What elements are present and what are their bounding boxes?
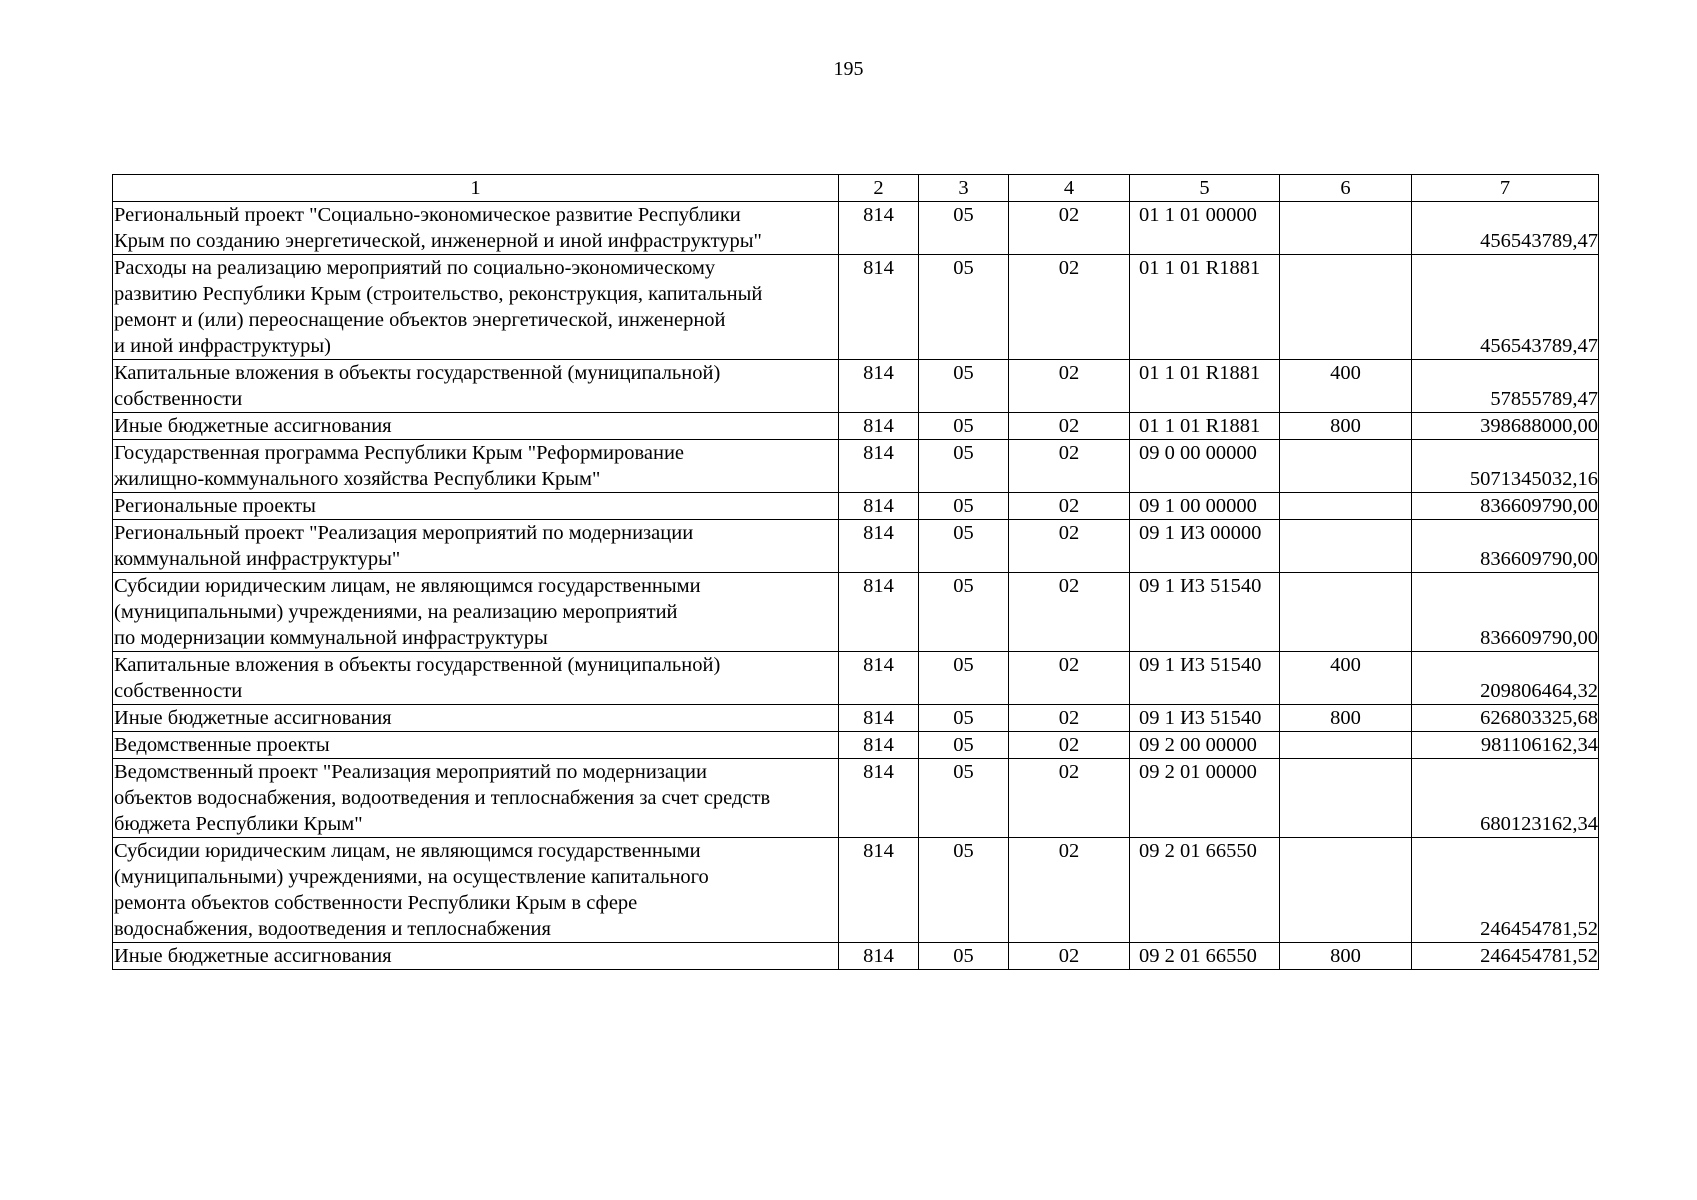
amount-cell: 246454781,52 [1412,838,1599,943]
section-cell: 05 [919,759,1009,838]
amount-cell: 246454781,52 [1412,943,1599,970]
grbs-cell: 814 [839,943,919,970]
item-name-line: водоснабжения, водоотведения и теплоснабжения [114,918,551,940]
subsection-cell: 02 [1009,413,1130,440]
column-header-1: 1 [113,175,839,202]
expense-type-cell: 800 [1280,413,1412,440]
item-name-line: коммунальной инфраструктуры" [114,548,401,570]
item-name-cell [113,573,839,652]
expense-type-cell [1280,202,1412,255]
amount-cell: 680123162,34 [1412,759,1599,838]
grbs-cell: 814 [839,759,919,838]
target-article-cell: 09 2 00 00000 [1130,732,1280,759]
section-cell: 05 [919,652,1009,705]
target-article-cell: 01 1 01 R1881 [1130,360,1280,413]
budget-table [112,174,1599,970]
item-name-line: Ведомственные проекты [114,734,330,756]
item-name-line: Региональные проекты [114,495,316,517]
item-name-cell [113,732,839,759]
section-cell: 05 [919,573,1009,652]
subsection-cell: 02 [1009,705,1130,732]
item-name-line: Ведомственный проект "Реализация мероприятий по модернизации [114,761,707,783]
section-cell: 05 [919,943,1009,970]
item-name-line: Субсидии юридическим лицам, не являющимся государственными [114,575,701,597]
expense-type-cell: 800 [1280,943,1412,970]
subsection-cell: 02 [1009,202,1130,255]
section-cell: 05 [919,360,1009,413]
item-name-cell [113,413,839,440]
expense-type-cell [1280,573,1412,652]
grbs-cell: 814 [839,255,919,360]
target-article-cell: 09 1 00 00000 [1130,493,1280,520]
target-article-cell: 09 2 01 66550 [1130,943,1280,970]
item-name-cell [113,705,839,732]
table-row [113,360,1599,413]
section-cell: 05 [919,838,1009,943]
item-name-cell [113,759,839,838]
grbs-cell: 814 [839,573,919,652]
amount-cell: 836609790,00 [1412,493,1599,520]
table-row [113,520,1599,573]
table-row [113,255,1599,360]
subsection-cell: 02 [1009,440,1130,493]
expense-type-cell [1280,838,1412,943]
subsection-cell: 02 [1009,520,1130,573]
item-name-line: Крым по созданию энергетической, инженерной и иной инфраструктуры" [114,230,762,252]
expense-type-cell: 400 [1280,652,1412,705]
column-header-6: 6 [1280,175,1412,202]
item-name-line: (муниципальными) учреждениями, на реализацию мероприятий [114,601,678,623]
target-article-cell: 09 0 00 00000 [1130,440,1280,493]
subsection-cell: 02 [1009,732,1130,759]
section-cell: 05 [919,493,1009,520]
item-name-line: Иные бюджетные ассигнования [114,415,392,437]
column-header-4: 4 [1009,175,1130,202]
target-article-cell: 01 1 01 R1881 [1130,413,1280,440]
table-header-row [113,175,1599,202]
grbs-cell: 814 [839,440,919,493]
amount-cell: 836609790,00 [1412,520,1599,573]
column-header-2: 2 [839,175,919,202]
target-article-cell: 09 1 И3 51540 [1130,705,1280,732]
item-name-line: Иные бюджетные ассигнования [114,707,392,729]
item-name-cell [113,652,839,705]
item-name-line: Региональный проект "Реализация мероприятий по модернизации [114,522,694,544]
item-name-cell [113,838,839,943]
amount-cell: 456543789,47 [1412,255,1599,360]
section-cell: 05 [919,413,1009,440]
item-name-cell [113,943,839,970]
target-article-cell: 09 1 И3 00000 [1130,520,1280,573]
subsection-cell: 02 [1009,493,1130,520]
column-header-5: 5 [1130,175,1280,202]
item-name-line: развитию Республики Крым (строительство, реконструкция, капитальный [114,283,763,305]
grbs-cell: 814 [839,520,919,573]
item-name-line: Субсидии юридическим лицам, не являющимся государственными [114,840,701,862]
item-name-line: и иной инфраструктуры) [114,335,331,357]
target-article-cell: 09 2 01 00000 [1130,759,1280,838]
amount-cell: 981106162,34 [1412,732,1599,759]
section-cell: 05 [919,255,1009,360]
target-article-cell: 01 1 01 00000 [1130,202,1280,255]
target-article-cell: 01 1 01 R1881 [1130,255,1280,360]
expense-type-cell [1280,493,1412,520]
amount-cell: 57855789,47 [1412,360,1599,413]
item-name-line: ремонта объектов собственности Республики Крым в сфере [114,892,638,914]
expense-type-cell [1280,440,1412,493]
subsection-cell: 02 [1009,943,1130,970]
subsection-cell: 02 [1009,573,1130,652]
subsection-cell: 02 [1009,360,1130,413]
item-name-cell [113,360,839,413]
table-row [113,573,1599,652]
expense-type-cell [1280,520,1412,573]
subsection-cell: 02 [1009,255,1130,360]
table-row [113,652,1599,705]
table-row [113,943,1599,970]
item-name-line: Расходы на реализацию мероприятий по социально-экономическому [114,257,716,279]
amount-cell: 209806464,32 [1412,652,1599,705]
subsection-cell: 02 [1009,652,1130,705]
grbs-cell: 814 [839,360,919,413]
page-number: 195 [833,58,864,80]
expense-type-cell [1280,255,1412,360]
subsection-cell: 02 [1009,838,1130,943]
item-name-line: собственности [114,388,243,410]
item-name-line: жилищно-коммунального хозяйства Республики Крым" [114,468,601,490]
grbs-cell: 814 [839,838,919,943]
target-article-cell: 09 2 01 66550 [1130,838,1280,943]
column-header-3: 3 [919,175,1009,202]
expense-type-cell: 800 [1280,705,1412,732]
target-article-cell: 09 1 И3 51540 [1130,573,1280,652]
grbs-cell: 814 [839,202,919,255]
table-row [113,838,1599,943]
item-name-line: ремонт и (или) переоснащение объектов энергетической, инженерной [114,309,726,331]
section-cell: 05 [919,732,1009,759]
section-cell: 05 [919,202,1009,255]
item-name-cell [113,493,839,520]
grbs-cell: 814 [839,652,919,705]
item-name-cell [113,520,839,573]
amount-cell: 626803325,68 [1412,705,1599,732]
column-header-7: 7 [1412,175,1599,202]
table-row [113,440,1599,493]
item-name-line: бюджета Республики Крым" [114,813,363,835]
table-row [113,705,1599,732]
item-name-line: собственности [114,680,243,702]
item-name-line: Капитальные вложения в объекты государственной (муниципальной) [114,362,721,384]
item-name-cell [113,202,839,255]
expense-type-cell [1280,732,1412,759]
target-article-cell: 09 1 И3 51540 [1130,652,1280,705]
amount-cell: 456543789,47 [1412,202,1599,255]
item-name-cell [113,255,839,360]
table-row [113,493,1599,520]
item-name-line: (муниципальными) учреждениями, на осуществление капитального [114,866,709,888]
expense-type-cell: 400 [1280,360,1412,413]
item-name-line: Региональный проект "Социально-экономическое развитие Республики [114,204,741,226]
amount-cell: 5071345032,16 [1412,440,1599,493]
table-row [113,413,1599,440]
item-name-line: Иные бюджетные ассигнования [114,945,392,967]
expense-type-cell [1280,759,1412,838]
subsection-cell: 02 [1009,759,1130,838]
section-cell: 05 [919,520,1009,573]
amount-cell: 398688000,00 [1412,413,1599,440]
grbs-cell: 814 [839,413,919,440]
amount-cell: 836609790,00 [1412,573,1599,652]
table-row [113,202,1599,255]
section-cell: 05 [919,705,1009,732]
item-name-line: по модернизации коммунальной инфраструктуры [114,627,548,649]
item-name-line: Государственная программа Республики Крым "Реформирование [114,442,685,464]
table-row [113,732,1599,759]
grbs-cell: 814 [839,732,919,759]
table-row [113,759,1599,838]
grbs-cell: 814 [839,705,919,732]
section-cell: 05 [919,440,1009,493]
item-name-line: объектов водоснабжения, водоотведения и теплоснабжения за счет средств [114,787,771,809]
grbs-cell: 814 [839,493,919,520]
item-name-cell [113,440,839,493]
item-name-line: Капитальные вложения в объекты государственной (муниципальной) [114,654,721,676]
